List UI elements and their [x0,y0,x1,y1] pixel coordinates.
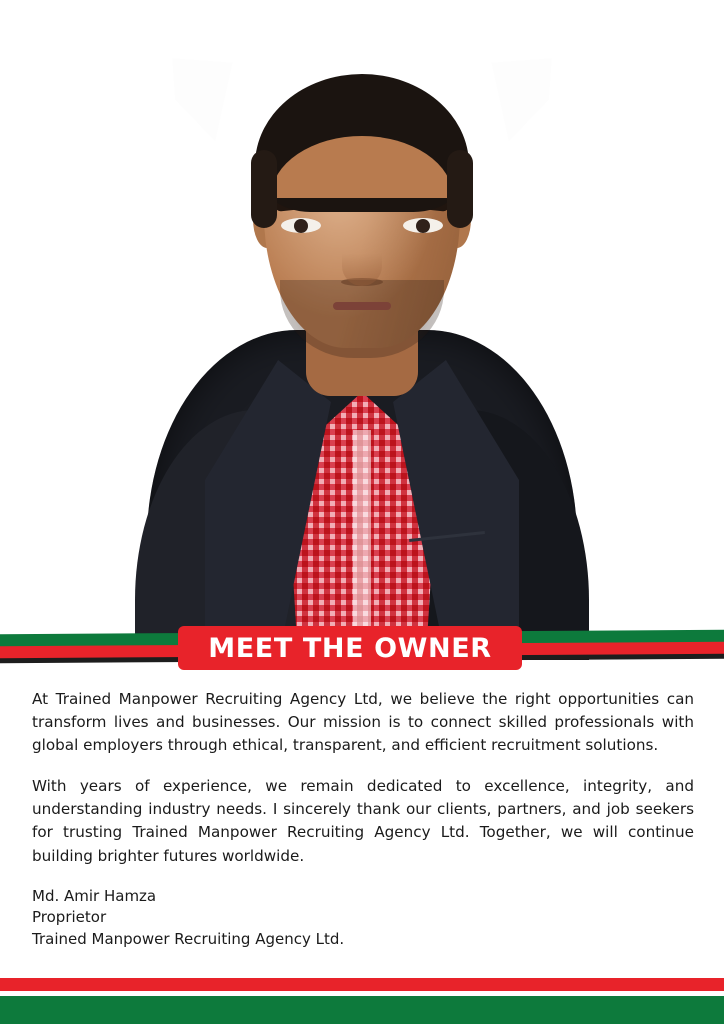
page-footer [0,978,724,1024]
hair [255,74,469,212]
footer-stripe-red [0,978,724,991]
sideburn-right [447,150,473,228]
paragraph-two: With years of experience, we remain dedicated to excellence, integrity, and understanding industry needs. I sincerely thank our clients, partners, and job seekers for trusting Trained Manpower Recruiting Agency Ltd. Together, we will continue building brighter futures worldwide. [32,777,694,865]
paragraph-one: At Trained Manpower Recruiting Agency Ltd, we believe the right opportunities can transform lives and businesses. Our mission is to connect skilled professionals with global employers through ethical, transparent, and efficient recruitment solutions. [32,690,694,755]
page-title: MEET THE OWNER [208,632,492,664]
signature-role: Proprietor [32,908,107,927]
footer-stripe-green [0,996,724,1024]
mouth [333,302,391,310]
sideburn-left [251,150,277,228]
section-title-plate [178,626,522,670]
body-content [32,688,694,951]
eye-left [281,218,321,233]
section-banner [0,626,724,682]
owner-photo [147,40,577,660]
shirt-collar-right [486,54,552,144]
signature-company: Trained Manpower Recruiting Agency Ltd. [32,930,345,949]
shirt-collar-left [172,54,238,144]
eye-right [403,218,443,233]
nose [342,236,382,286]
signature-block [32,886,694,951]
signature-name: Md. Amir Hamza [32,886,157,905]
